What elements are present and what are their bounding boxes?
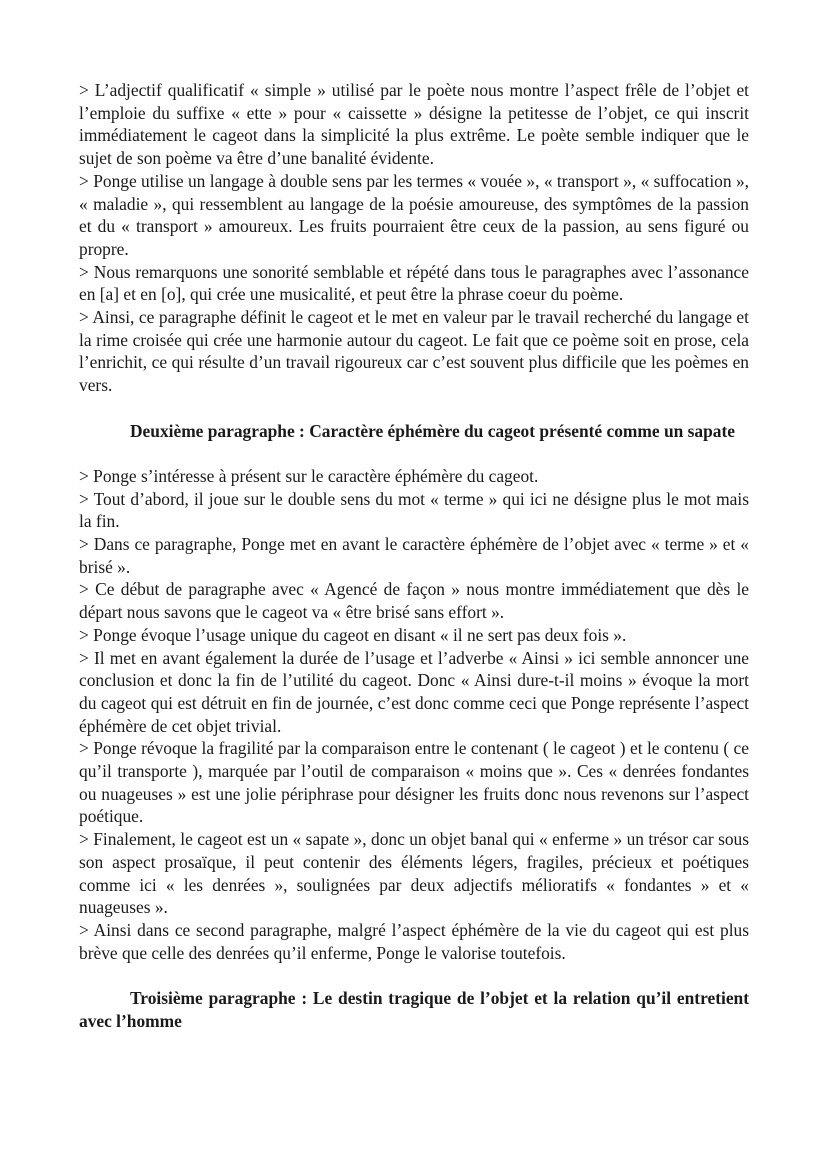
body-paragraph: > Nous remarquons une sonorité semblable et répété dans tous le paragraphes avec l’assonance en [a] et en [o], qui crée une musicalité, et peut être la phrase coeur du poème. [79,261,749,305]
section-heading-second-paragraph: Deuxième paragraphe : Caractère éphémère du cageot présenté comme un sapate [130,420,735,441]
body-paragraph: > L’adjectif qualificatif « simple » utilisé par le poète nous montre l’aspect frêle de l’objet et l’emploie du suffixe « ette » pour « caissette » désigne la petitesse de l’objet, ce qui inscrit immédiatement le cageot dans la simplicité la plus extrême. Le poète semble indiquer que le sujet de son poème va être d’une banalité évidente. [79,80,749,169]
body-paragraph: > Ainsi, ce paragraphe définit le cageot et le met en valeur par le travail recherché du langage et la rime croisée qui crée une harmonie autour du cageot. Le fait que ce poème soit en prose, cela l’enrichit, ce qui résulte d’un travail rigoureux car c’est souvent plus difficile que les poèmes en vers. [79,307,749,396]
body-paragraph: > Ponge révoque la fragilité par la comparaison entre le contenant ( le cageot ) et le contenu ( ce qu’il transporte ), marquée par l’outil de comparaison « moins que ». Ces « denrées fondantes ou nuageuses » est une jolie périphrase pour désigner les fruits donc nous revenons sur l’aspect poétique. [79,738,749,827]
body-paragraph: > Dans ce paragraphe, Ponge met en avant le caractère éphémère de l’objet avec « terme » et « brisé ». [79,534,749,577]
body-paragraph: > Il met en avant également la durée de l’usage et l’adverbe « Ainsi » ici semble annoncer une conclusion et donc la fin de l’utilité du cageot. Donc « Ainsi dure-t-il moins » évoque la mort du cageot qui est détruit en fin de journée, c’est donc comme ceci que Ponge représente l’aspect éphémère de cet objet trivial. [79,647,749,736]
spacer [79,397,749,420]
section-heading-third-paragraph: Troisième paragraphe : Le destin tragique de l’objet et la relation qu’il entretient avec l’homme [79,988,749,1031]
spacer [79,442,749,465]
document-page [79,79,749,1032]
body-paragraph: > Ponge s’intéresse à présent sur le caractère éphémère du cageot. [79,465,539,486]
body-paragraph: > Ce début de paragraphe avec « Agencé de façon » nous montre immédiatement que dès le départ nous savons que le cageot va « être brisé sans effort ». [79,579,749,623]
body-paragraph: > Ponge évoque l’usage unique du cageot en disant « il ne sert pas deux fois ». [79,624,627,645]
body-paragraph: > Finalement, le cageot est un « sapate », donc un objet banal qui « enferme » un trésor car sous son aspect prosaïque, il peut contenir des éléments légers, fragiles, précieux et poétiques comme ici « les denrées », soulignées par deux adjectifs mélioratifs « fondantes » et « nuageuses ». [79,829,749,918]
body-paragraph: > Ainsi dans ce second paragraphe, malgré l’aspect éphémère de la vie du cageot qui est plus brève que celle des denrées qu’il enferme, Ponge le valorise toutefois. [79,919,749,963]
body-paragraph: > Tout d’abord, il joue sur le double sens du mot « terme » qui ici ne désigne plus le mot mais la fin. [79,488,749,532]
body-paragraph: > Ponge utilise un langage à double sens par les termes « vouée », « transport », « suffocation », « maladie », qui ressemblent au langage de la poésie amoureuse, des symptômes de la passion et du « transport » amoureux. Les fruits pourraient être ceux de la passion, au sens figuré ou propre. [79,170,749,259]
spacer [79,964,749,987]
